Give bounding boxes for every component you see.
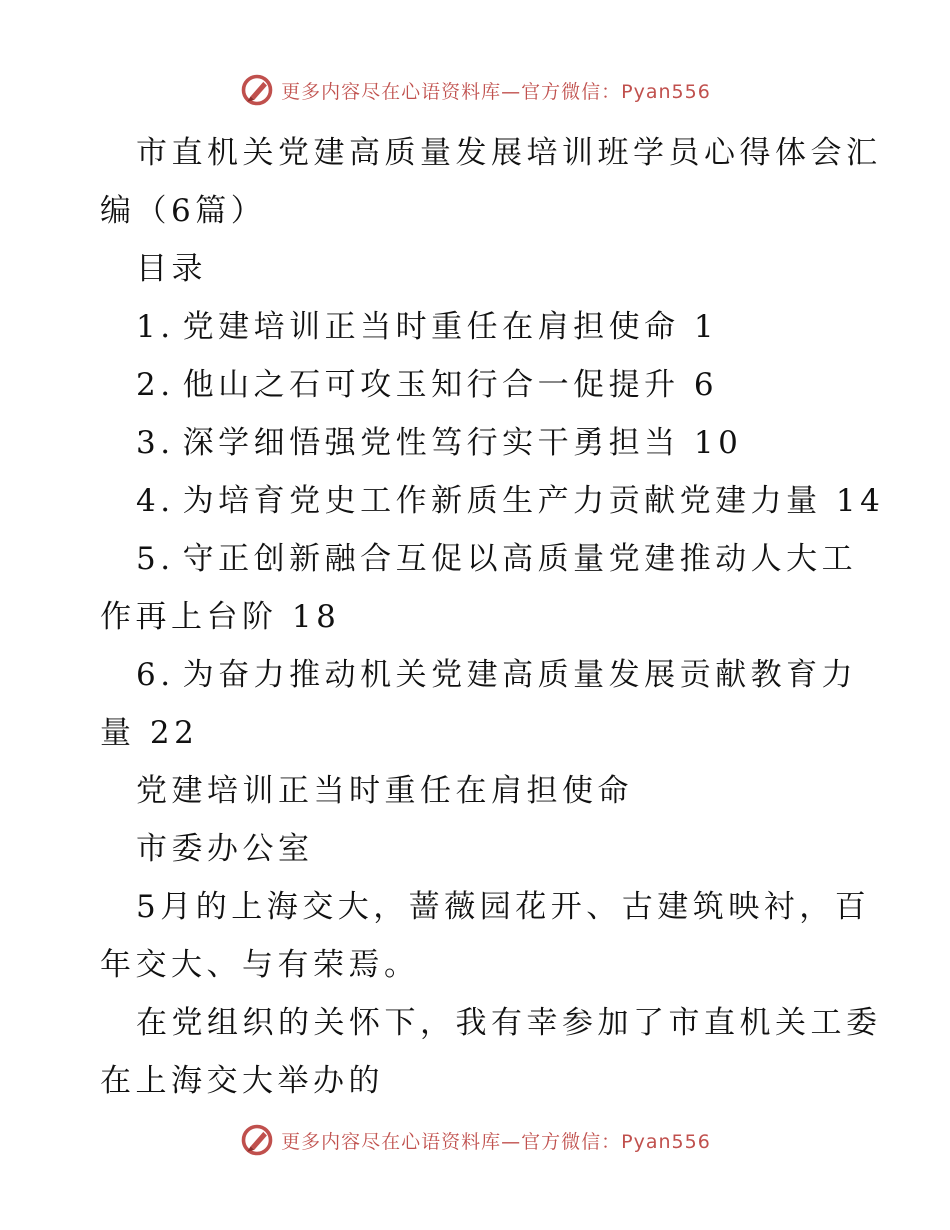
header-watermark <box>0 70 950 110</box>
toc-heading: 目录 <box>136 251 207 287</box>
paragraph-1-line-1: 5月的上海交大，蔷薇园花开、古建筑映衬，百 <box>136 889 871 925</box>
toc-item-number: 4. <box>136 483 175 519</box>
toc-item-1 <box>100 298 860 356</box>
document-title-line-1: 市直机关党建高质量发展培训班学员心得体会汇 <box>136 135 882 171</box>
document-title-line-2: 编（6篇） <box>100 193 267 229</box>
pen-nib-circle-logo-icon <box>239 72 275 108</box>
paragraph-1-line-2: 年交大、与有荣焉。 <box>100 947 420 983</box>
watermark-dash: — <box>501 80 522 103</box>
toc-item-text: 为奋力推动机关党建高质量发展贡献教育力 <box>182 657 858 693</box>
toc-item-3 <box>100 414 860 472</box>
toc-item-4 <box>100 472 885 530</box>
toc-item-number: 3. <box>136 425 175 461</box>
watermark-dash: — <box>501 1130 522 1153</box>
toc-item-text: 守正创新融合互促以高质量党建推动人大工 <box>182 541 858 577</box>
document-body <box>100 124 885 1110</box>
watermark-main-text: 更多内容尽在心语资料库 <box>281 80 502 103</box>
watermark-contact: 官方微信：Pyan556 <box>521 1130 711 1153</box>
footer-watermark <box>0 1120 950 1160</box>
toc-item-5-continuation: 作再上台阶 18 <box>100 599 341 635</box>
toc-item-number: 5. <box>136 541 175 577</box>
toc-item-2 <box>100 356 860 414</box>
watermark-contact: 官方微信：Pyan556 <box>521 80 711 103</box>
article-author: 市委办公室 <box>136 831 314 867</box>
paragraph-2-line-2: 在上海交大举办的 <box>100 1063 384 1099</box>
toc-item-number: 6. <box>136 657 175 693</box>
watermark-text <box>281 77 711 104</box>
toc-item-number: 2. <box>136 367 175 403</box>
toc-item-number: 1. <box>136 309 175 345</box>
toc-item-text: 党建培训正当时重任在肩担使命 1 <box>182 309 719 345</box>
watermark-text <box>281 1127 711 1154</box>
toc-item-6-continuation: 量 22 <box>100 715 199 751</box>
article-title: 党建培训正当时重任在肩担使命 <box>136 773 633 809</box>
toc-item-6 <box>100 646 860 704</box>
toc-item-5 <box>100 530 860 588</box>
pen-nib-circle-logo-icon <box>239 1122 275 1158</box>
toc-item-text: 为培育党史工作新质生产力贡献党建力量 14 <box>182 483 885 519</box>
toc-item-text: 他山之石可攻玉知行合一促提升 6 <box>182 367 719 403</box>
toc-item-text: 深学细悟强党性笃行实干勇担当 10 <box>182 425 743 461</box>
watermark-main-text: 更多内容尽在心语资料库 <box>281 1130 502 1153</box>
paragraph-2-line-1: 在党组织的关怀下，我有幸参加了市直机关工委 <box>136 1005 882 1041</box>
